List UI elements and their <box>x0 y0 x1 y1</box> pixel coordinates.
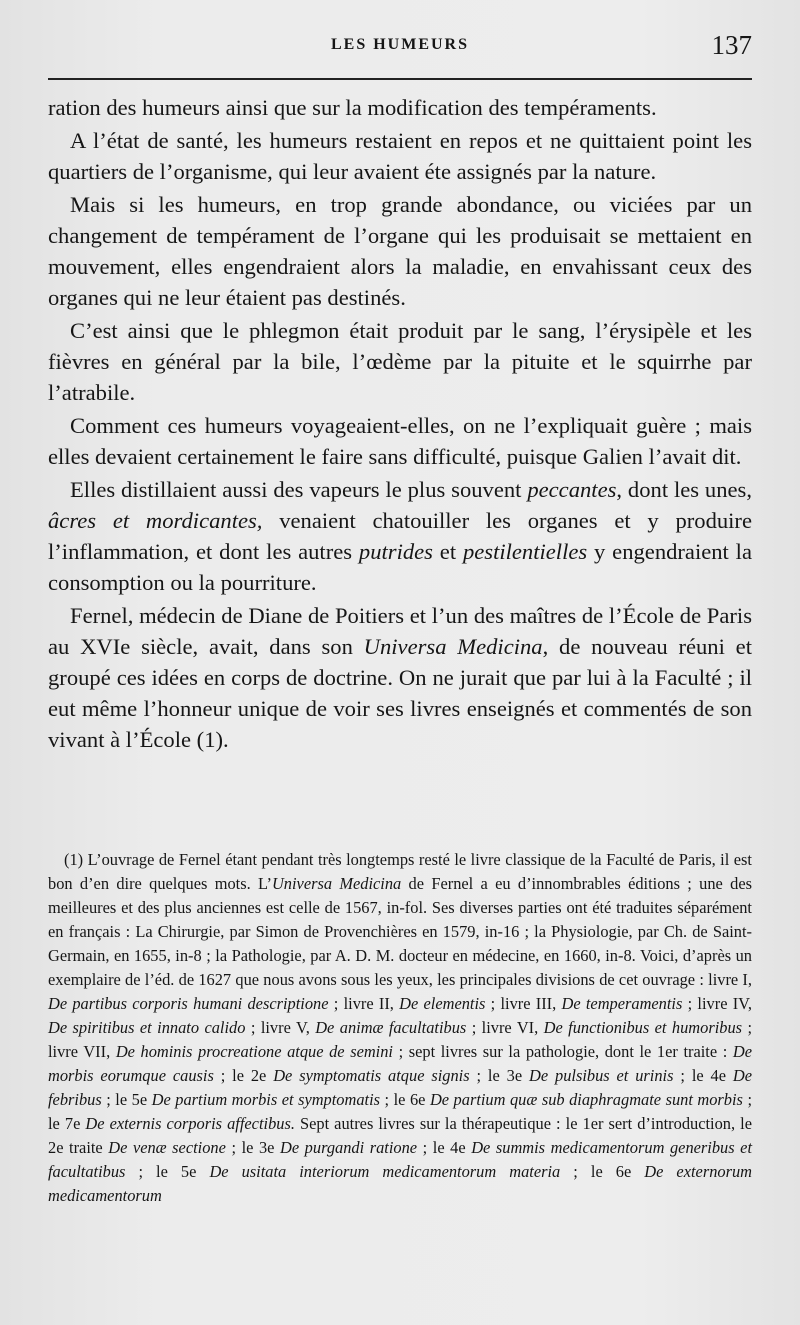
fn-i8: De hominis procreatione atque de semini <box>115 1042 393 1061</box>
fn-t9: ; sept livres sur la pathologie, dont le 1er traite : <box>392 1042 733 1061</box>
header-rule <box>48 78 752 80</box>
fn-i6: De animæ facultatibus <box>315 1018 467 1037</box>
paragraph-6 <box>48 474 752 598</box>
fn-t14: ; le 6e <box>380 1090 430 1109</box>
fn-i11: De pulsibus et urinis <box>529 1066 674 1085</box>
paragraph-6-text-1: Elles distillaient aussi des vapeurs le plus souvent <box>70 477 528 502</box>
fn-i17: De purgandi ratione <box>280 1138 418 1157</box>
footnote-paragraph <box>48 848 752 1208</box>
paragraph-7-text-1: Fernel, médecin de Diane de Poitiers et l’un des maîtres de l’École de Paris au XVIe siècle, avait, dans son <box>48 603 752 659</box>
page-header <box>48 30 752 66</box>
fn-i20: De externorum medicamentorum <box>48 1162 752 1205</box>
fn-i4: De temperamentis <box>561 994 683 1013</box>
fn-t8: ; livre VII, <box>48 1018 753 1061</box>
paragraph-2: A l’état de santé, les humeurs restaient en repos et ne quittaient point les quartiers de l’organisme, qui leur avaient éte assignés par la nature. <box>48 128 752 184</box>
paragraph-3: Mais si les humeurs, en trop grande abondance, ou viciées par un changement de tempérament de l’organe qui les produisait se mettaient en mouvement, elles engendraient alors la maladie, en envahissant ceux des organes qui ne leur étaient pas destinés. <box>48 192 752 310</box>
fn-i3: De elementis <box>399 994 486 1013</box>
fn-t6: ; livre V, <box>245 1018 316 1037</box>
fn-t4: ; livre III, <box>485 994 562 1013</box>
fn-t2: de Fernel a eu d’innombrables éditions ; une des meilleures et des plus anciennes est celle de 1567, in-fol. Ses diverses parties ont été traduites séparément en français : La Chirurgie, par Simon de Provenchières en 1579, in-16 ; la Physiologie, par Ch. de Saint-Germain, en 1655, in-8 ; la Pathologie, par A. D. M. docteur en médecine, en 1660, in-8. Voici, d’après un exemplaire de l’éd. de 1627 que nous avons sous les yeux, les principales divisions de cet ouvrage : livre I, <box>48 874 752 989</box>
paragraph-7 <box>48 600 752 755</box>
paragraph-6-text-4: et <box>432 539 463 564</box>
fn-i5: De spiritibus et innato calido <box>48 1018 246 1037</box>
main-text <box>48 92 752 755</box>
paragraph-6-italic-2: âcres et mordicantes, <box>48 508 263 533</box>
paragraph-4: C’est ainsi que le phlegmon était produit par le sang, l’érysipèle et les fièvres en général par la bile, l’œdème par la pituite et le squirrhe par l’atrabile. <box>48 318 752 405</box>
fn-i13: De partium morbis et symptomatis <box>151 1090 381 1109</box>
fn-t13: ; le 5e <box>101 1090 152 1109</box>
paragraph-6-text-3: venaient chatouiller les organes et y produire l’inflammation, et dont les autres <box>48 508 752 564</box>
fn-i15: De externis corporis affectibus. <box>85 1114 295 1133</box>
fn-i9: De morbis eorumque causis <box>48 1042 752 1085</box>
paragraph-6-text-2: , dont les unes, <box>616 477 752 502</box>
paragraph-1: ration des humeurs ainsi que sur la modification des tempéraments. <box>48 95 657 120</box>
paragraph-6-italic-1: peccantes <box>527 477 617 502</box>
fn-i1: Universa Medicina <box>271 874 402 893</box>
fn-t10: ; le 2e <box>213 1066 274 1085</box>
fn-t3: ; livre II, <box>328 994 400 1013</box>
fn-t5: ; livre IV, <box>682 994 753 1013</box>
fn-t16: Sept autres livres sur la thérapeutique : le 1er sert d’introduction, le 2e traite <box>48 1114 752 1157</box>
fn-t20: ; le 6e <box>560 1162 645 1181</box>
fn-i19: De usitata interiorum medicamentorum materia <box>209 1162 561 1181</box>
paragraph-5: Comment ces humeurs voyageaient-elles, on ne l’expliquait guère ; mais elles devaient certainement le faire sans difficulté, puisque Galien l’avait dit. <box>48 413 752 469</box>
fn-i10: De symptomatis atque signis <box>273 1066 470 1085</box>
fn-i7: De functionibus et humoribus <box>543 1018 743 1037</box>
page-number: 137 <box>711 30 752 60</box>
fn-t7: ; livre VI, <box>466 1018 544 1037</box>
fn-t12: ; le 4e <box>673 1066 733 1085</box>
fn-t18: ; le 4e <box>417 1138 472 1157</box>
fn-i14: De partium quæ sub diaphragmate sunt morbis <box>429 1090 743 1109</box>
fn-t17: ; le 3e <box>225 1138 280 1157</box>
paragraph-7-text-2: , de nouveau réuni et groupé ces idées en corps de doctrine. On ne jurait que par lui à la Faculté ; il eut même l’honneur unique de voir ses livres enseignés et commentés de son vivant à l’École (1). <box>48 634 752 752</box>
fn-i12: De febribus <box>48 1066 753 1109</box>
paragraph-7-italic-1: Universa Medicina <box>363 634 543 659</box>
running-title: LES HUMEURS <box>330 36 470 53</box>
footnote <box>48 848 752 1208</box>
fn-i18: De summis medicamentorum generibus et facultatibus <box>48 1138 753 1181</box>
fn-i2: De partibus corporis humani descriptione <box>48 994 329 1013</box>
paragraph-6-italic-4: pestilentielles <box>462 539 588 564</box>
paragraph-6-text-5: y engendraient la consomption ou la pourriture. <box>48 539 752 595</box>
fn-t1: (1) L’ouvrage de Fernel étant pendant très longtemps resté le livre classique de la Faculté de Paris, il est bon d’en dire quelques mots. L’ <box>48 850 752 893</box>
fn-t19: ; le 5e <box>125 1162 210 1181</box>
paragraph-6-italic-3: putrides <box>358 539 433 564</box>
fn-t11: ; le 3e <box>469 1066 529 1085</box>
fn-t15: ; le 7e <box>48 1090 753 1133</box>
fn-i16: De venæ sectione <box>108 1138 226 1157</box>
